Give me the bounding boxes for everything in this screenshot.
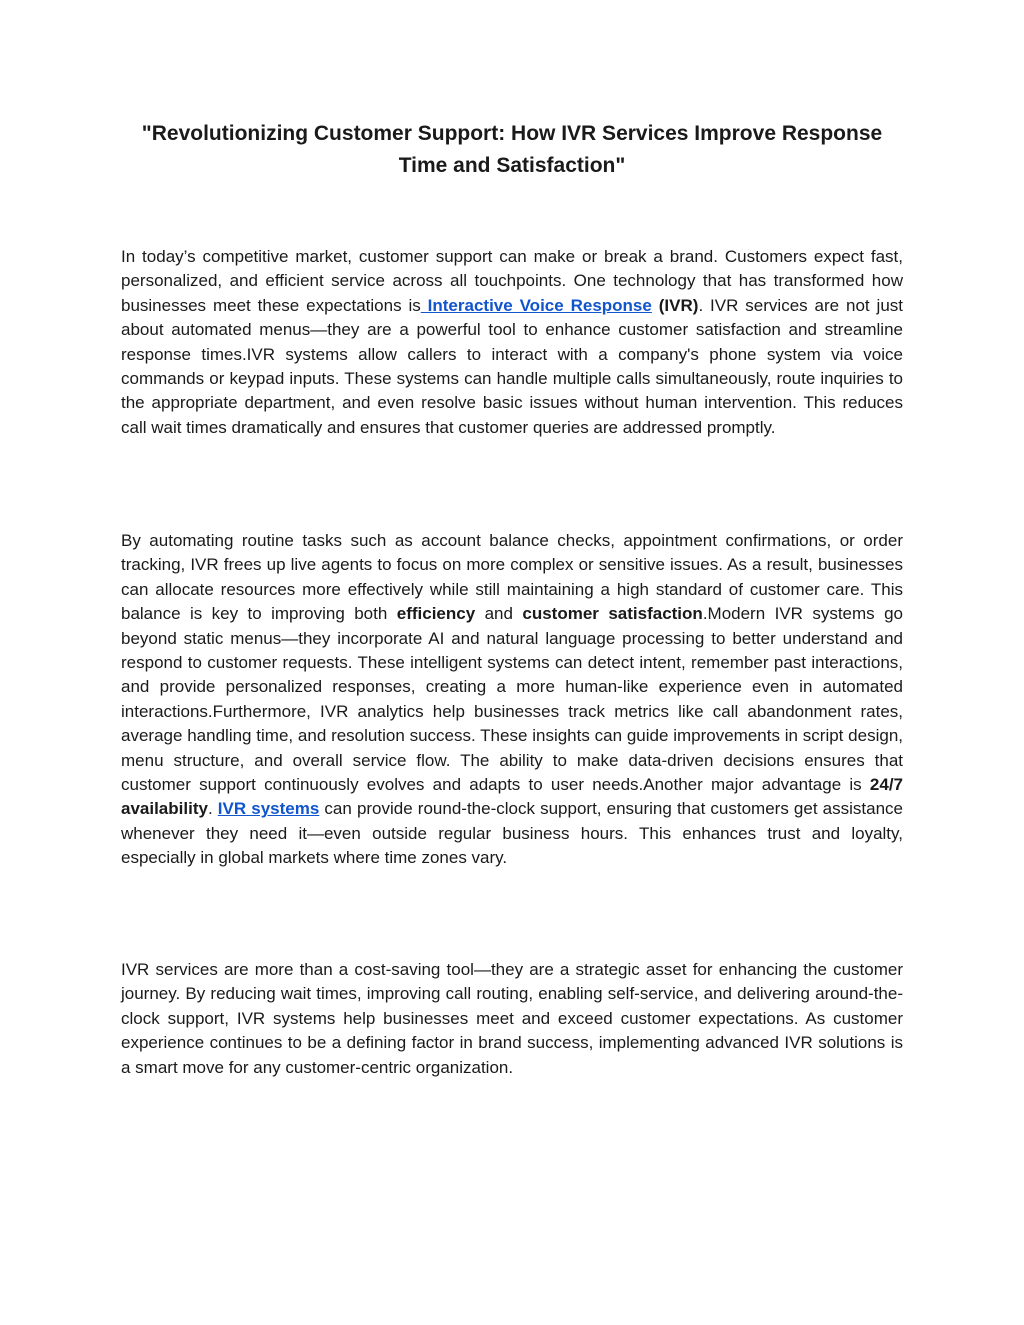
paragraph-text: . IVR services are not just about automated menus—they are a powerful tool to enhance customer satisfaction and streamline response times.IVR systems allow callers to interact with a company's phone system via voice commands or keypad inputs. These systems can handle multiple calls simultaneously, route inquiries to the appropriate department, and even resolve basic issues without human intervention. This reduces call wait times dramatically and ensures that customer queries are addressed promptly. [121, 295, 903, 437]
bold-availability: 24/7 availability [121, 775, 903, 819]
paragraph-text: can provide round-the-clock support, ensuring that customers get assistance whenever they need it—even outside regular business hours. This enhances trust and loyalty, especially in global markets where time zones vary. [121, 799, 903, 868]
link-ivr-systems[interactable]: IVR systems [217, 799, 320, 819]
document-title: "Revolutionizing Customer Support: How IVR Services Improve Response Time and Satisfaction" [141, 122, 883, 177]
link-interactive-voice-response[interactable]: Interactive Voice Response [420, 295, 652, 315]
paragraph-text: By automating routine tasks such as account balance checks, appointment confirmations, or order tracking, IVR frees up live agents to focus on more complex or sensitive issues. As a result, businesses can allocate resources more effectively while still maintaining a high standard of customer care. This balance is key to improving both [121, 531, 903, 624]
paragraph-text: and [484, 604, 513, 624]
paragraph-text: In today’s competitive market, customer support can make or break a brand. Customers expect fast, personalized, and efficient service across all touchpoints. One technology that has transformed how businesses meet these expectations is [121, 247, 903, 315]
paragraph-automation [121, 529, 903, 871]
bold-ivr-acronym: (IVR) [658, 295, 699, 315]
paragraph-conclusion: IVR services are more than a cost-saving tool—they are a strategic asset for enhancing the customer journey. By reducing wait times, improving call routing, enabling self-service, and delivering around-the-clock support, IVR systems help businesses meet and exceed customer expectations. As customer experience continues to be a defining factor in brand success, implementing advanced IVR solutions is a smart move for any customer-centric organization. [121, 960, 903, 1077]
bold-customer-satisfaction: customer satisfaction [522, 604, 703, 624]
paragraph-intro [121, 245, 903, 440]
paragraph-text: . [207, 799, 213, 819]
paragraph-text: .Modern IVR systems go beyond static menus—they incorporate AI and natural language processing to better understand and respond to customer requests. These intelligent systems can detect intent, remember past interactions, and provide personalized responses, creating a more human-like experience even in automated interactions.Furthermore, IVR analytics help businesses track metrics like call abandonment rates, average handling time, and resolution success. These insights can guide improvements in script design, menu structure, and overall service flow. The ability to make data-driven decisions ensures that customer support continuously evolves and adapts to user needs.Another major advantage is [121, 604, 903, 795]
bold-efficiency: efficiency [396, 604, 476, 624]
